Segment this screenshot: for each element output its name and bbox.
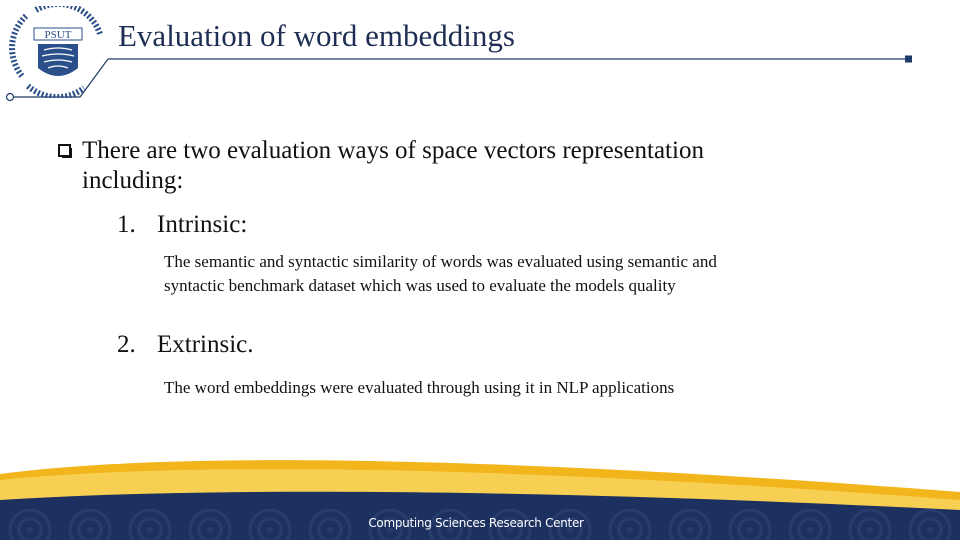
lead-line-1: There are two evaluation ways of space vectors representation <box>82 137 704 164</box>
lead-text <box>58 136 838 196</box>
header-divider <box>0 0 960 110</box>
university-logo <box>8 6 108 98</box>
list-item-extrinsic <box>117 330 254 360</box>
lead-line-2: including: <box>82 167 184 194</box>
item-label: Extrinsic. <box>157 331 254 358</box>
footer-label: Computing Sciences Research Center <box>368 516 584 530</box>
item-number: 1. <box>117 211 136 238</box>
description-line: The word embeddings were evaluated through using it in NLP applications <box>164 378 675 397</box>
item-label: Intrinsic: <box>157 211 248 238</box>
item-number: 2. <box>117 331 136 358</box>
extrinsic-description <box>164 376 844 400</box>
page-title: Evaluation of word embeddings <box>118 18 515 53</box>
description-line: The semantic and syntactic similarity of words was evaluated using semantic and <box>164 252 717 271</box>
checkbox-bullet-icon <box>58 144 71 157</box>
description-line: syntactic benchmark dataset which was used to evaluate the models quality <box>164 276 676 295</box>
logo-text: PSUT <box>44 29 72 41</box>
list-item-intrinsic <box>117 210 247 240</box>
main-bullet <box>58 136 838 196</box>
intrinsic-description <box>164 250 844 298</box>
